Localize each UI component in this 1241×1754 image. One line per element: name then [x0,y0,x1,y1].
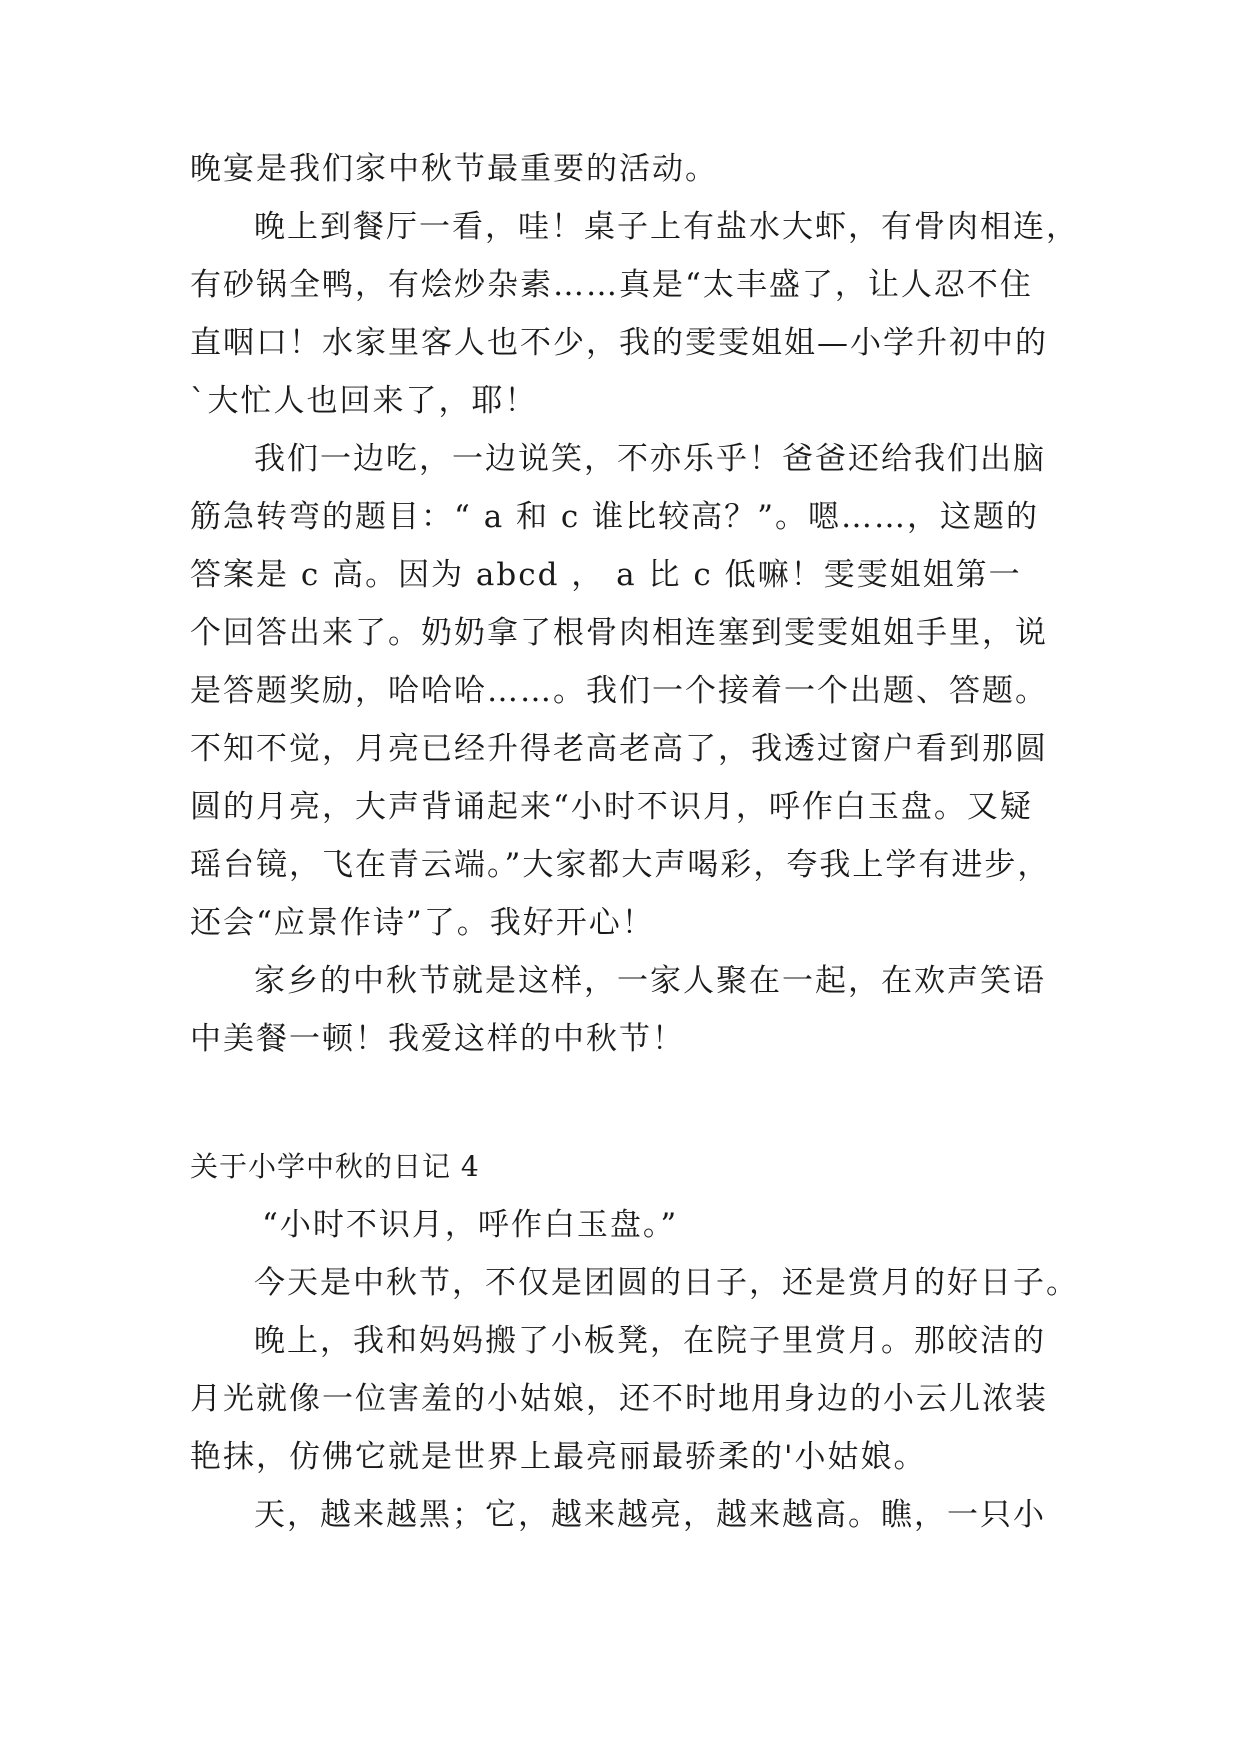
paragraph-line: 直咽口！水家里客人也不少，我的雯雯姐姐—小学升初中的 [190,325,1048,361]
paragraph-line: 天，越来越黑；它，越来越亮，越来越高。瞧，一只小 [254,1497,1046,1533]
document-page [190,140,1079,1544]
paragraph-line: 我们一边吃，一边说笑，不亦乐乎！爸爸还给我们出脑 [254,441,1046,477]
paragraph-line: 晚上到餐厅一看，哇！桌子上有盐水大虾，有骨肉相连， [254,209,1079,245]
paragraph-line: 艳抹，仿佛它就是世界上最亮丽最骄柔的'小姑娘。 [190,1439,927,1475]
paragraph-line: “小时不识月，呼作白玉盘。” [262,1207,679,1243]
paragraph-line: 有砂锅全鸭，有烩炒杂素……真是“太丰盛了，让人忍不住 [190,267,1033,303]
paragraph-line: 答案是 c 高。因为 abcd ， a 比 c 低嘛！雯雯姐姐第一 [190,557,1022,593]
paragraph-line: 不知不觉，月亮已经升得老高老高了，我透过窗户看到那圆 [190,731,1048,767]
paragraph-line: 个回答出来了。奶奶拿了根骨肉相连塞到雯雯姐姐手里，说 [190,615,1048,651]
paragraph-line: 筋急转弯的题目：“ a 和 c 谁比较高？”。嗯……，这题的 [190,499,1039,535]
section-title: 关于小学中秋的日记 4 [190,1150,480,1183]
paragraph-line: 家乡的中秋节就是这样，一家人聚在一起，在欢声笑语 [254,963,1046,999]
paragraph-line: 圆的月亮，大声背诵起来“小时不识月，呼作白玉盘。又疑 [190,789,1033,825]
paragraph-line: 晚宴是我们家中秋节最重要的活动。 [190,151,718,187]
paragraph-line: 中美餐一顿！我爱这样的中秋节！ [190,1021,685,1057]
paragraph-line: `大忙人也回来了，耶！ [190,383,538,419]
section-gap [190,1068,1070,1138]
paragraph-line: 月光就像一位害羞的小姑娘，还不时地用身边的小云儿浓装 [190,1381,1048,1417]
paragraph-line: 是答题奖励，哈哈哈……。我们一个接着一个出题、答题。 [190,673,1048,709]
paragraph-line: 今天是中秋节，不仅是团圆的日子，还是赏月的好日子。 [254,1265,1079,1301]
paragraph-line: 晚上，我和妈妈搬了小板凳，在院子里赏月。那皎洁的 [254,1323,1046,1359]
paragraph-line: 还会“应景作诗”了。我好开心！ [190,905,655,941]
paragraph-line: 瑶台镜，飞在青云端。”大家都大声喝彩，夸我上学有进步， [190,847,1051,883]
